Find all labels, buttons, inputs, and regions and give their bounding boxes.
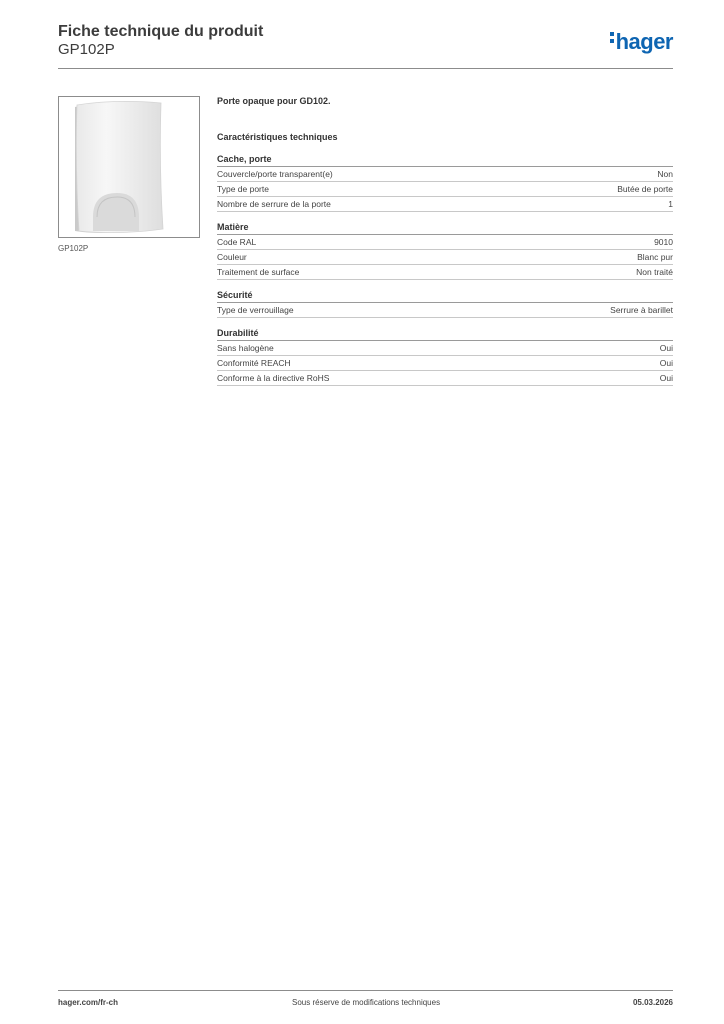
spec-label: Code RAL <box>217 237 257 247</box>
spec-row <box>217 265 673 280</box>
spec-value: 1 <box>668 199 673 209</box>
spec-value: Non <box>657 169 673 179</box>
spec-group-title: Cache, porte <box>217 154 673 167</box>
spec-group-title: Sécurité <box>217 290 673 303</box>
spec-label: Nombre de serrure de la porte <box>217 199 331 209</box>
footer-date: 05.03.2026 <box>632 998 673 1007</box>
product-image-frame <box>58 96 200 238</box>
spec-label: Type de verrouillage <box>217 305 294 315</box>
white-door-cover-image <box>59 97 199 237</box>
product-description: Porte opaque pour GD102. <box>217 96 331 106</box>
footer-divider <box>58 990 673 991</box>
spec-row <box>217 182 673 197</box>
spec-group-title: Durabilité <box>217 328 673 341</box>
footer-notice: Sous réserve de modifications techniques <box>292 998 441 1007</box>
spec-label: Type de porte <box>217 184 269 194</box>
spec-label: Conformité REACH <box>217 358 291 368</box>
product-image-caption: GP102P <box>58 244 89 253</box>
spec-row <box>217 371 673 386</box>
spec-group-title: Matière <box>217 222 673 235</box>
page-title: Fiche technique du produit <box>58 23 264 40</box>
spec-row <box>217 303 673 318</box>
spec-group-durabilite <box>217 328 673 386</box>
characteristics-heading: Caractéristiques techniques <box>217 132 338 142</box>
spec-value: Oui <box>659 373 673 383</box>
spec-group-cache-porte <box>217 154 673 212</box>
spec-value: 9010 <box>654 237 673 247</box>
spec-row <box>217 167 673 182</box>
spec-group-securite <box>217 290 673 318</box>
spec-value: Oui <box>659 358 673 368</box>
spec-row <box>217 356 673 371</box>
spec-label: Couvercle/porte transparent(e) <box>217 169 333 179</box>
document-header <box>58 22 673 59</box>
spec-label: Traitement de surface <box>217 267 300 277</box>
spec-value: Non traité <box>636 267 673 277</box>
spec-value: Butée de porte <box>617 184 673 194</box>
spec-row <box>217 250 673 265</box>
logo-text: hager <box>615 29 673 54</box>
header-divider <box>58 68 673 69</box>
spec-value: Oui <box>659 343 673 353</box>
spec-value: Blanc pur <box>637 252 673 262</box>
spec-row <box>217 197 673 212</box>
spec-group-matiere <box>217 222 673 280</box>
product-reference: GP102P <box>58 41 115 58</box>
spec-value: Serrure à barillet <box>610 305 673 315</box>
spec-row <box>217 235 673 250</box>
footer-website-link[interactable]: hager.com/fr-ch <box>58 998 119 1007</box>
spec-label: Conforme à la directive RoHS <box>217 373 330 383</box>
product-specifications <box>217 96 673 396</box>
spec-row <box>217 341 673 356</box>
spec-label: Sans halogène <box>217 343 274 353</box>
spec-label: Couleur <box>217 252 247 262</box>
logo-dots-icon <box>610 32 614 46</box>
hager-logo <box>610 29 673 55</box>
